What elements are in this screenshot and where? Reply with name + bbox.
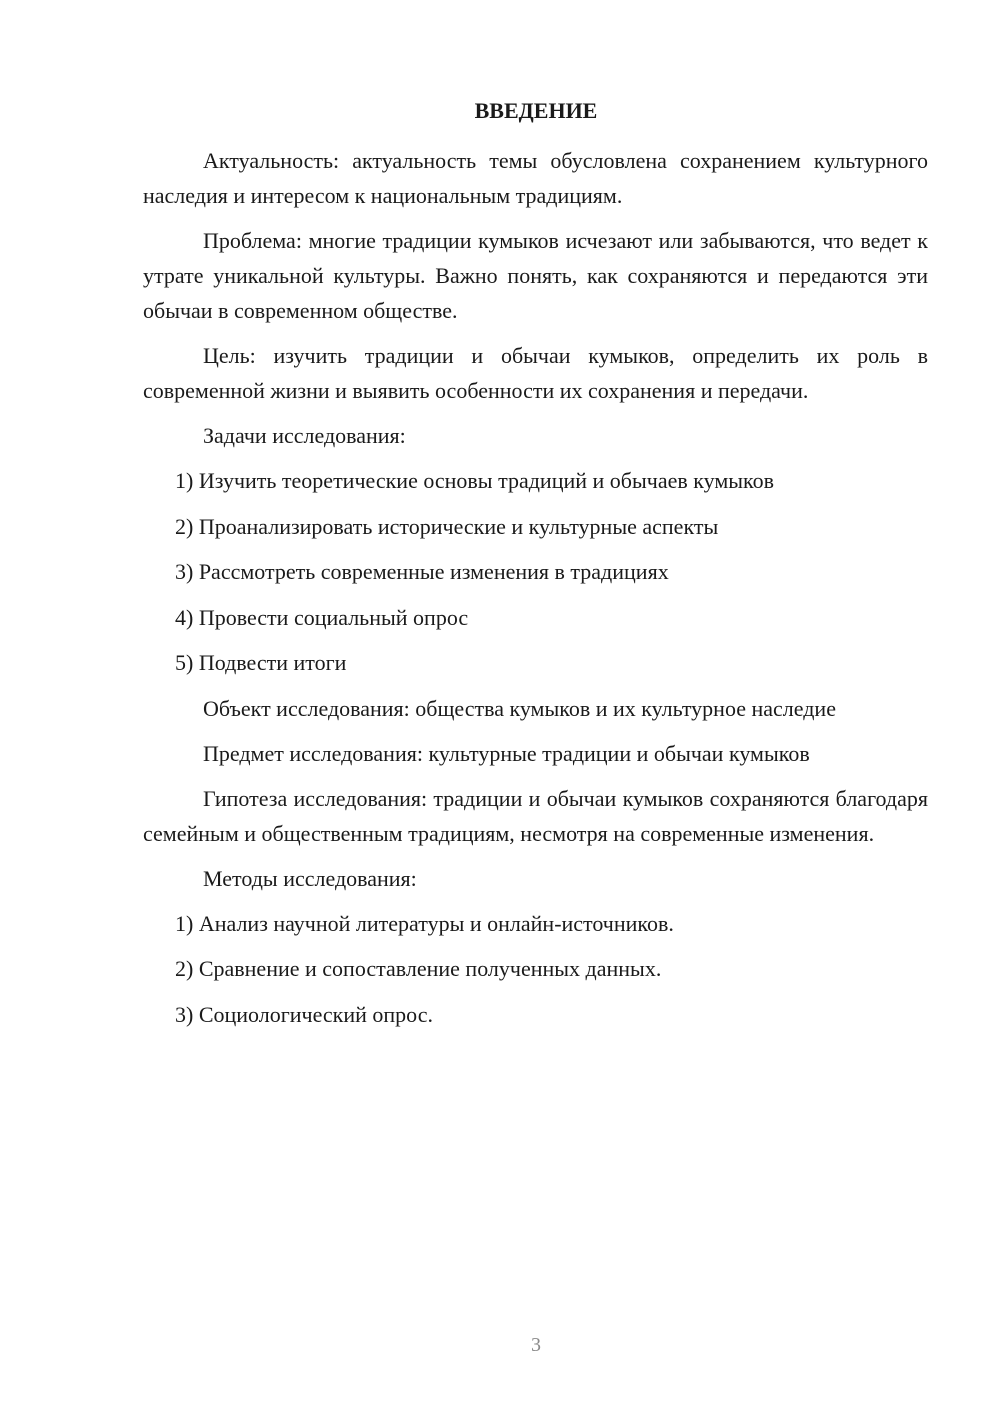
list-item: 4) Провести социальный опрос (175, 604, 469, 630)
page-title: ВВЕДЕНИЕ (474, 98, 598, 123)
document-body (143, 143, 928, 1042)
problem-paragraph: Проблема: многие традиции кумыков исчезают или забываются, что ведет к утрате уникальной культуры. Важно понять, как сохраняются и передаются эти обычаи в современном обществе. (143, 228, 928, 323)
relevance-paragraph: Актуальность: актуальность темы обусловлена сохранением культурного наследия и интересом к национальным традициям. (143, 148, 928, 208)
list-item: 2) Проанализировать исторические и культурные аспекты (175, 513, 719, 539)
list-item: 1) Анализ научной литературы и онлайн-источников. (175, 910, 674, 936)
object-line: Объект исследования: общества кумыков и их культурное наследие (203, 695, 836, 721)
list-item: 1) Изучить теоретические основы традиций и обычаев кумыков (175, 468, 774, 493)
list-item: 2) Сравнение и сопоставление полученных данных. (175, 956, 662, 981)
goal-paragraph: Цель: изучить традиции и обычаи кумыков, определить их роль в современной жизни и выявить особенности их сохранения и передачи. (143, 343, 928, 403)
hypothesis-paragraph: Гипотеза исследования: традиции и обычаи кумыков сохраняются благодаря семейным и общественным традициям, несмотря на современные изменения. (143, 785, 928, 846)
methods-heading: Методы исследования: (203, 865, 417, 891)
page-number: 3 (531, 1334, 541, 1356)
methods-list (143, 906, 928, 1043)
list-item: 3) Рассмотреть современные изменения в традициях (175, 559, 669, 584)
subject-line: Предмет исследования: культурные традиции и обычаи кумыков (203, 740, 810, 766)
list-item: 3) Социологический опрос. (175, 1001, 433, 1027)
tasks-heading: Задачи исследования: (203, 423, 406, 448)
tasks-list (143, 463, 928, 691)
list-item: 5) Подвести итоги (175, 650, 347, 675)
